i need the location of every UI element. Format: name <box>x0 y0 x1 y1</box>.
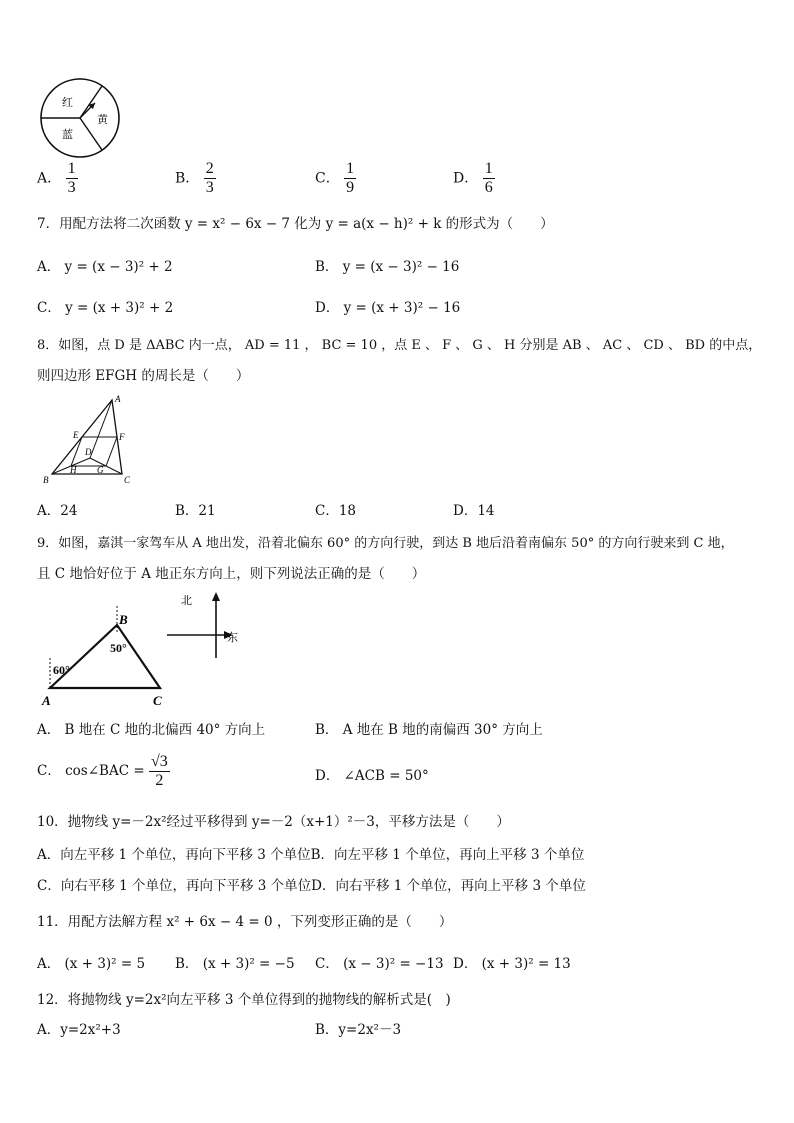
q9-stem-line2: 且 C 地恰好位于 A 地正东方向上，则下列说法正确的是（ ） <box>37 566 426 582</box>
q9-stem-line1: 9．如图，嘉淇一家驾车从 A 地出发，沿着北偏东 60° 的方向行驶，到达 B 地后沿着南偏东 50° 的方向行驶来到 C 地， <box>37 536 734 551</box>
q9-option-c[interactable]: C． cos∠BAC = $\frac{√3}{2}$ <box>37 753 168 789</box>
point-d-label: D <box>85 447 92 457</box>
angle-60-label: 60° <box>53 663 70 677</box>
q11-option-c[interactable]: C． (x − 3)² = −13 <box>315 956 444 972</box>
q12-option-b[interactable]: B．y=2x²－3 <box>315 1022 402 1038</box>
q7-option-b[interactable]: B． y = (x − 3)² − 16 <box>315 259 460 275</box>
fraction: $\frac{1}{6}$ <box>484 160 493 196</box>
q9-option-b[interactable]: B． A 地在 B 地的南偏西 30° 方向上 <box>315 722 543 738</box>
q6-option-c[interactable]: C． $\frac{1}{9}$ <box>315 160 355 196</box>
north-label: 北 <box>181 595 192 607</box>
q6-option-a[interactable]: A． $\frac{1}{3}$ <box>37 160 76 196</box>
point-g-label: G <box>97 465 104 475</box>
q8-option-b[interactable]: B．21 <box>175 503 216 519</box>
fraction: $\frac{√3}{2}$ <box>150 753 168 789</box>
angle-50-label: 50° <box>110 641 127 655</box>
point-e-label: E <box>73 430 79 440</box>
spinner-blue-label: 蓝 <box>62 129 73 141</box>
q6-option-b[interactable]: B． $\frac{2}{3}$ <box>175 160 214 196</box>
q9-option-d[interactable]: D． ∠ACB = 50° <box>315 768 429 784</box>
q8-option-d[interactable]: D．14 <box>453 503 495 519</box>
q8-stem-line1: 8．如图，点 D 是 ΔABC 内一点， AD = 11 ， BC = 10 ，点 E 、 F 、 G 、 H 分别是 AB 、 AC 、 CD 、 BD 的中点， <box>37 338 762 353</box>
q8-option-c[interactable]: C．18 <box>315 503 357 519</box>
q8-option-a[interactable]: A．24 <box>37 503 78 519</box>
point-b-label: B <box>119 612 128 627</box>
point-a-label: A <box>115 394 121 404</box>
q7-stem: 7．用配方法将二次函数 y = x² − 6x − 7 化为 y = a(x − h)² + k 的形式为（ ） <box>37 216 554 232</box>
q9-route-figure <box>40 588 250 710</box>
q11-stem: 11．用配方法解方程 x² + 6x − 4 = 0 ，下列变形正确的是（ ） <box>37 914 453 930</box>
point-c-label: C <box>153 693 162 708</box>
q11-option-d[interactable]: D． (x + 3)² = 13 <box>453 956 571 972</box>
q11-option-b[interactable]: B． (x + 3)² = −5 <box>175 956 295 972</box>
q11-option-a[interactable]: A． (x + 3)² = 5 <box>37 956 146 972</box>
q12-stem: 12．将抛物线 y=2x²向左平移 3 个单位得到的抛物线的解析式是( ) <box>37 992 451 1008</box>
q10-stem: 10．抛物线 y=－2x²经过平移得到 y=－2（x+1）²－3，平移方法是（ ） <box>37 814 510 830</box>
fraction: $\frac{1}{9}$ <box>346 160 355 196</box>
q12-option-a[interactable]: A．y=2x²+3 <box>37 1022 121 1038</box>
point-b-label: B <box>43 475 49 485</box>
fraction: $\frac{2}{3}$ <box>205 160 214 196</box>
q10-options-ab[interactable]: A．向左平移 1 个单位，再向下平移 3 个单位B．向左平移 1 个单位，再向上平移 3 个单位 <box>37 847 585 863</box>
spinner-red-label: 红 <box>62 97 73 109</box>
point-h-label: H <box>70 465 77 475</box>
point-c-label: C <box>124 475 131 485</box>
q8-stem-line2: 则四边形 EFGH 的周长是（ ） <box>37 368 250 384</box>
q7-option-a[interactable]: A． y = (x − 3)² + 2 <box>37 259 173 275</box>
q10-options-cd[interactable]: C．向右平移 1 个单位，再向下平移 3 个单位D．向右平移 1 个单位，再向上平移 3 个单位 <box>37 878 586 894</box>
fraction: $\frac{1}{3}$ <box>67 160 76 196</box>
q7-option-d[interactable]: D． y = (x + 3)² − 16 <box>315 300 461 316</box>
q6-option-d[interactable]: D． $\frac{1}{6}$ <box>453 160 493 196</box>
spinner-yellow-label: 黄 <box>97 114 108 126</box>
east-label: 东 <box>227 632 238 644</box>
point-a-label: A <box>42 693 51 708</box>
q7-option-c[interactable]: C． y = (x + 3)² + 2 <box>37 300 174 316</box>
spinner-figure <box>35 78 125 160</box>
q9-option-a[interactable]: A． B 地在 C 地的北偏西 40° 方向上 <box>37 722 266 738</box>
point-f-label: F <box>119 432 125 442</box>
q8-triangle-figure <box>40 392 135 488</box>
